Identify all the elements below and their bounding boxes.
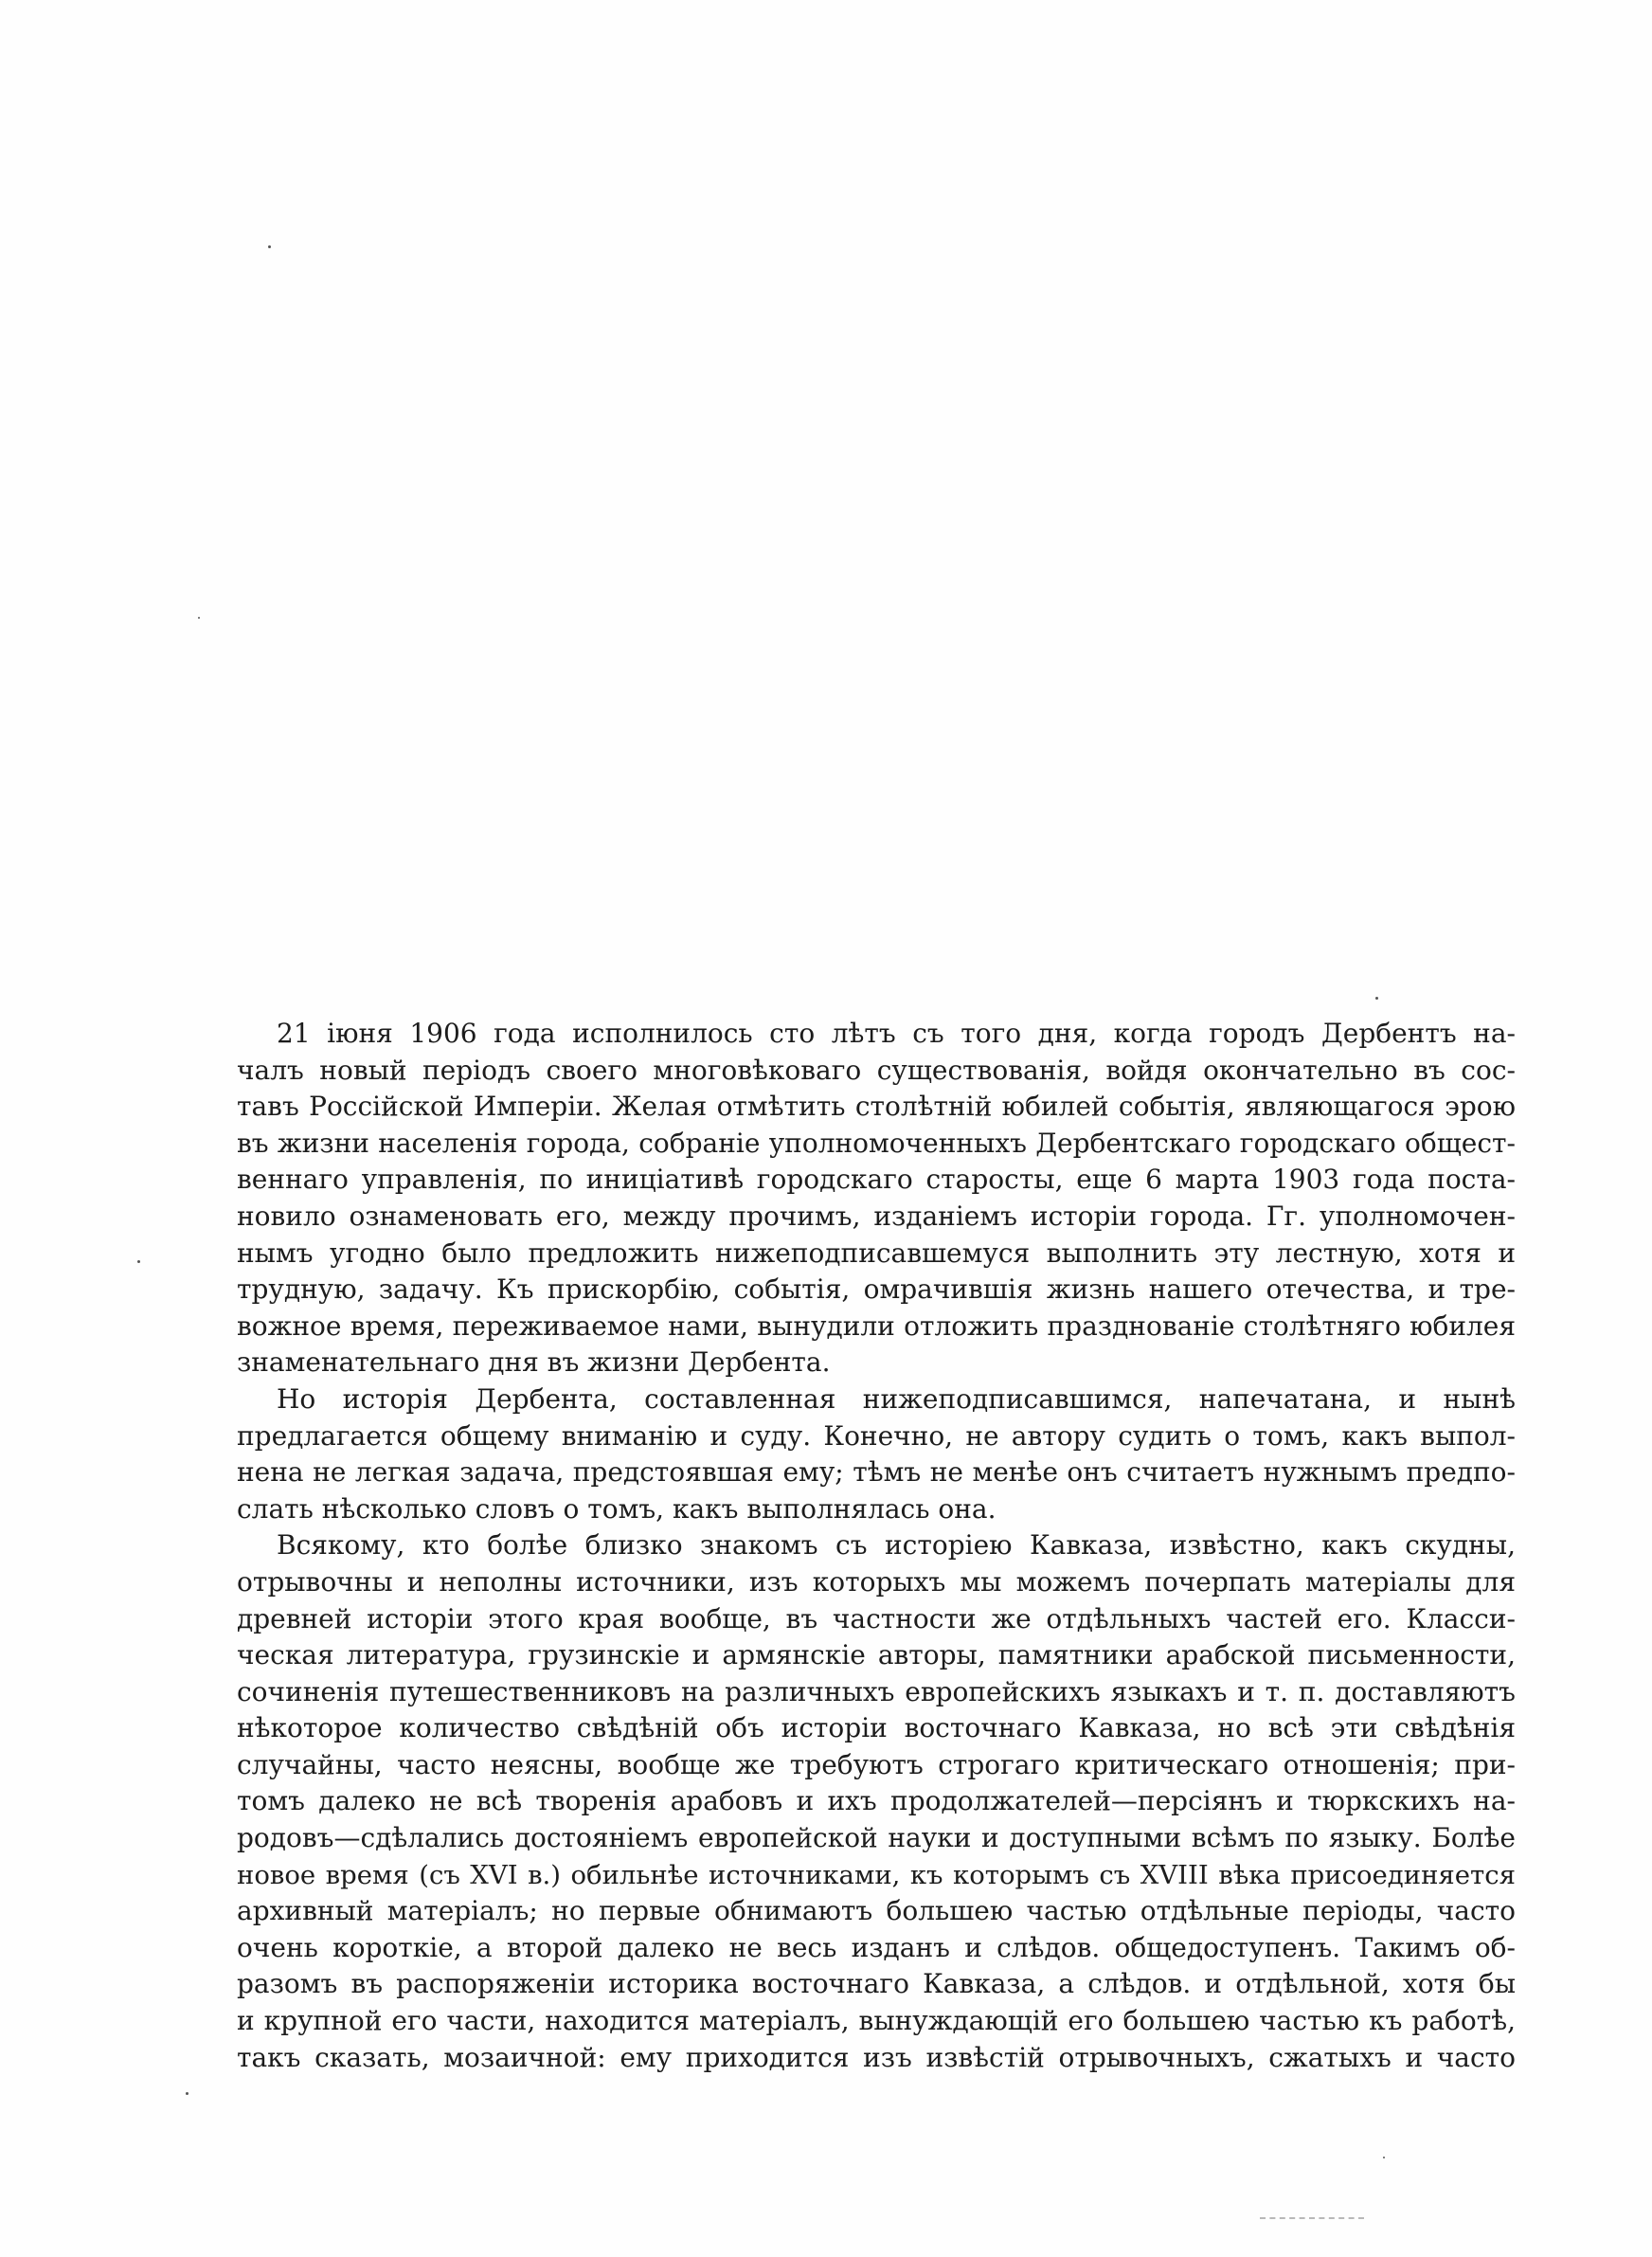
text-line: трудную, задачу. Къ прискорбію, событія, омрачившія жизнь нашего отечества, и тре- <box>237 1273 1516 1306</box>
scan-artifact <box>1260 2217 1364 2227</box>
text-line: тавъ Россійской Имперіи. Желая отмѣтить столѣтній юбилей событія, являющагося эрою <box>237 1091 1516 1123</box>
text-line: слать нѣсколько словъ о томъ, какъ выполнялась она. <box>237 1492 997 1525</box>
text-line: 21 іюня 1906 года исполнилось сто лѣтъ съ того дня, когда городъ Дербентъ на- <box>277 1018 1516 1049</box>
text-line: и крупной его части, находится матеріалъ, вынуждающій его большею частью къ работѣ, <box>237 2005 1516 2037</box>
paragraph-2 <box>237 1381 1516 1527</box>
scan-speck <box>1383 2157 1385 2158</box>
scan-speck <box>137 1260 140 1263</box>
text-line: нена не легкая задача, предстоявшая ему; тѣмъ не менѣе онъ считаетъ нужнымъ предпо- <box>237 1456 1516 1489</box>
text-line: Всякому, кто болѣе близко знакомъ съ исторіею Кавказа, извѣстно, какъ скудны, <box>277 1529 1516 1562</box>
text-line: родовъ—сдѣлались достояніемъ европейской науки и доступными всѣмъ по языку. Болѣе <box>237 1822 1516 1854</box>
text-line: нѣкоторое количество свѣдѣній объ исторіи восточнаго Кавказа, но всѣ эти свѣдѣнія <box>237 1712 1516 1744</box>
text-line: отрывочны и неполны источники, изъ которыхъ мы можемъ почерпать матеріалы для <box>237 1565 1516 1598</box>
text-line: случайны, часто неясны, вообще же требуютъ строгаго критическаго отношенія; при- <box>237 1748 1516 1780</box>
text-line: чалъ новый періодъ своего многовѣковаго существованія, войдя окончательно въ сос- <box>237 1054 1516 1086</box>
text-line: новило ознаменовать его, между прочимъ, изданіемъ исторіи города. Гг. уполномочен- <box>237 1200 1516 1232</box>
text-line: вожное время, переживаемое нами, вынудили отложить празднованіе столѣтняго юбилея <box>237 1309 1516 1342</box>
text-line: нымъ угодно было предложить нижеподписавшемуся выполнить эту лестную, хотя и <box>237 1237 1516 1269</box>
text-line: томъ далеко не всѣ творенія арабовъ и ихъ продолжателей—персіянъ и тюркскихъ на- <box>237 1785 1516 1817</box>
text-line: разомъ въ распоряженіи историка восточнаго Кавказа, а слѣдов. и отдѣльной, хотя бы <box>237 1968 1516 2000</box>
paragraph-1 <box>237 1016 1516 1381</box>
scan-speck <box>186 2092 189 2095</box>
text-line: знаменательнаго дня въ жизни Дербента. <box>237 1346 831 1379</box>
scan-speck <box>268 245 271 248</box>
text-line: веннаго управленія, по иниціативѣ городскаго старосты, еще 6 марта 1903 года поста- <box>237 1164 1516 1196</box>
scan-speck <box>198 617 200 619</box>
body-text <box>237 1016 1516 2076</box>
scan-speck <box>1375 997 1378 1000</box>
text-line: сочиненія путешественниковъ на различныхъ европейскихъ языкахъ и т. п. доставляютъ <box>237 1675 1516 1707</box>
text-line: Но исторія Дербента, составленная нижеподписавшимся, напечатана, и нынѣ <box>277 1382 1516 1415</box>
text-line: древней исторіи этого края вообще, въ частности же отдѣльныхъ частей его. Класси- <box>237 1602 1516 1634</box>
text-line: новое время (съ XVI в.) обильнѣе источниками, къ которымъ съ XVIII вѣка присоединяется <box>237 1859 1516 1890</box>
text-line: предлагается общему вниманію и суду. Конечно, не автору судить о томъ, какъ выпол- <box>237 1419 1516 1452</box>
text-line: такъ сказать, мозаичной: ему приходится изъ извѣстій отрывочныхъ, сжатыхъ и часто <box>237 2041 1516 2073</box>
text-line: ческая литература, грузинскіе и армянскіе авторы, памятники арабской письменности, <box>237 1639 1516 1671</box>
paragraph-3 <box>237 1527 1516 2076</box>
text-line: очень короткіе, а второй далеко не весь изданъ и слѣдов. общедоступенъ. Такимъ об- <box>237 1931 1516 1963</box>
text-line: архивный матеріалъ; но первые обнимаютъ большею частью отдѣльные періоды, часто <box>237 1895 1516 1927</box>
text-line: въ жизни населенія города, собраніе уполномоченныхъ Дербентскаго городскаго общест- <box>237 1127 1516 1159</box>
